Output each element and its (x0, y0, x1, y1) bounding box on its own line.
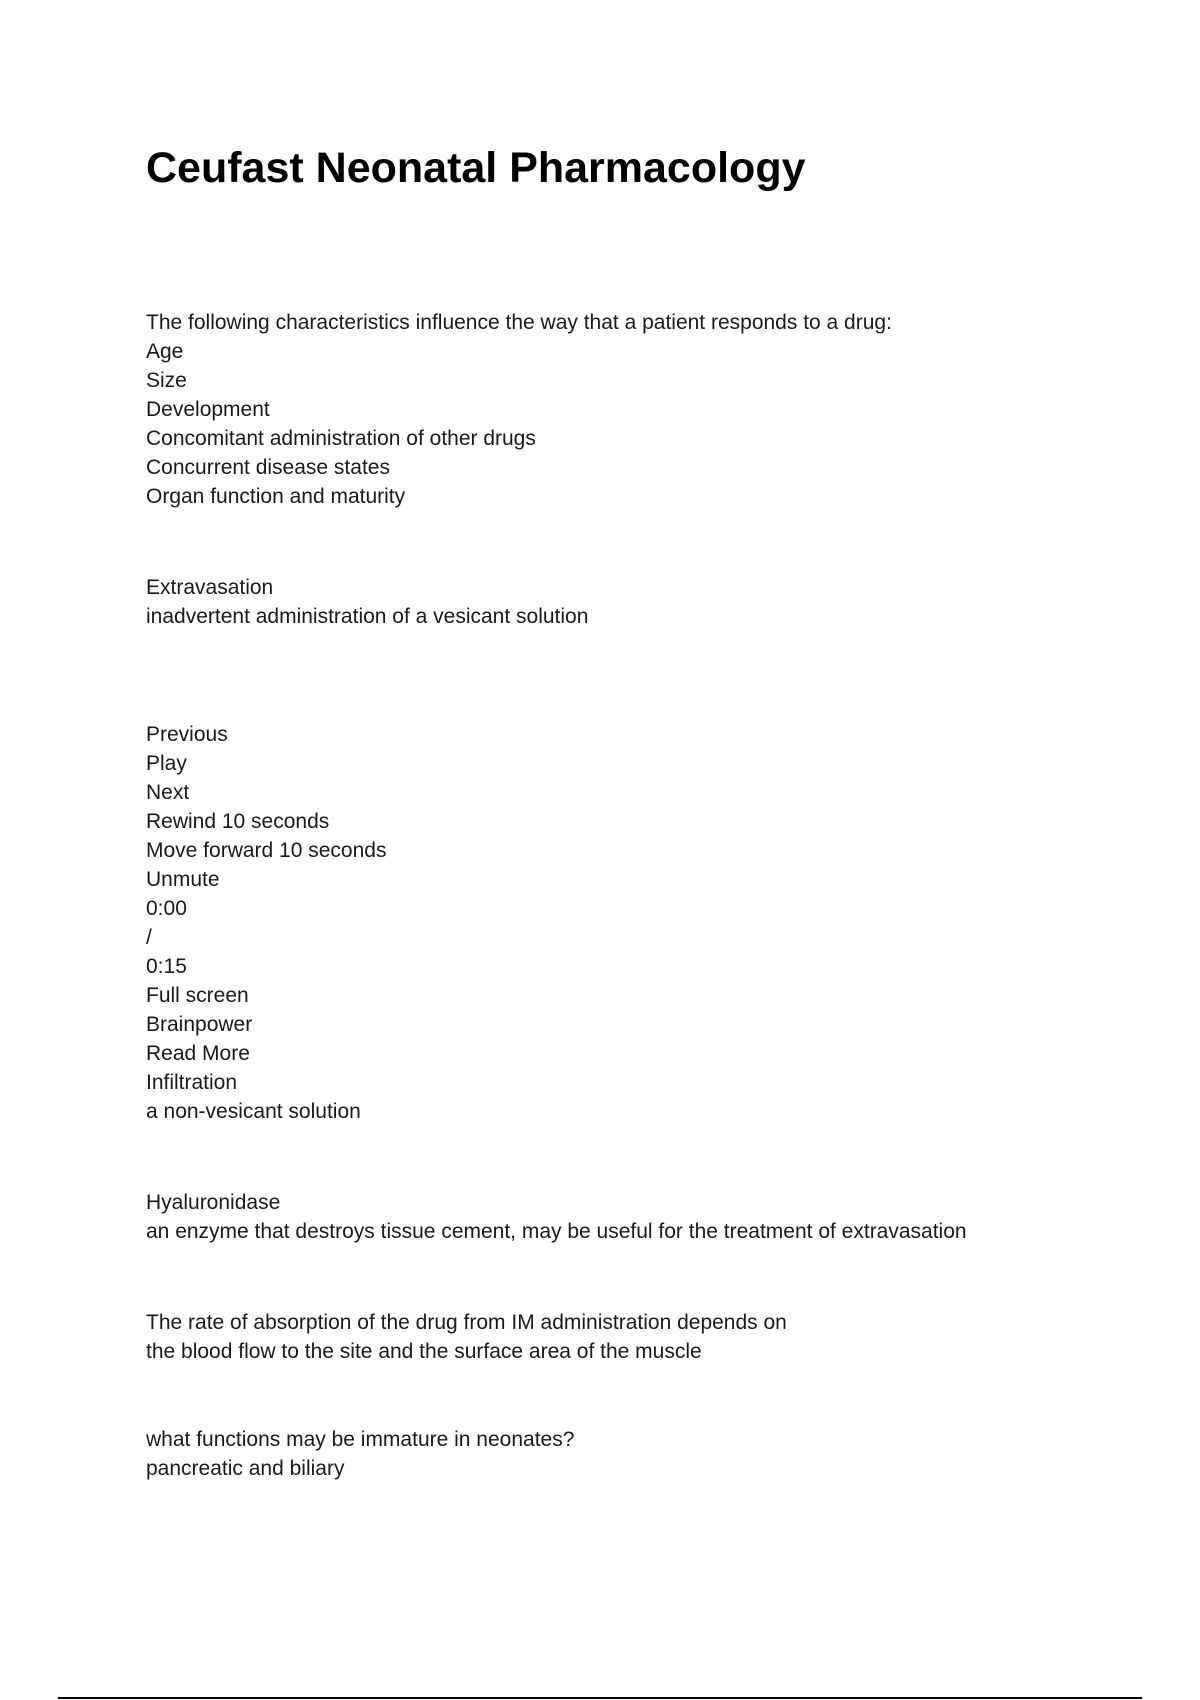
infiltration-term: Infiltration (146, 1071, 238, 1094)
duration: 0:15 (146, 955, 187, 978)
time-separator: / (146, 926, 152, 949)
forward-button[interactable]: Move forward 10 seconds (146, 839, 387, 862)
page-title: Ceufast Neonatal Pharmacology (146, 144, 806, 192)
list-item: Concomitant administration of other drugs (146, 427, 536, 450)
list-item: Concurrent disease states (146, 456, 390, 479)
list-item: Age (146, 340, 184, 363)
current-time: 0:00 (146, 897, 187, 920)
list-item: Organ function and maturity (146, 485, 406, 508)
rewind-button[interactable]: Rewind 10 seconds (146, 810, 330, 833)
hyaluronidase-term: Hyaluronidase (146, 1191, 281, 1214)
immature-answer: pancreatic and biliary (146, 1457, 345, 1480)
absorption-question: The rate of absorption of the drug from IM administration depends on (146, 1311, 787, 1334)
footer-divider (58, 1697, 1142, 1699)
list-item: Development (146, 398, 270, 421)
full-screen-button[interactable]: Full screen (146, 984, 249, 1007)
play-button[interactable]: Play (146, 752, 187, 775)
previous-button[interactable]: Previous (146, 723, 228, 746)
unmute-button[interactable]: Unmute (146, 868, 220, 891)
characteristics-intro: The following characteristics influence the way that a patient responds to a drug: (146, 311, 892, 334)
brainpower-brand[interactable]: Brainpower (146, 1013, 253, 1036)
next-button[interactable]: Next (146, 781, 190, 804)
list-item: Size (146, 369, 187, 392)
absorption-answer: the blood flow to the site and the surface area of the muscle (146, 1340, 702, 1363)
characteristics-section (146, 308, 892, 511)
extravasation-definition: inadvertent administration of a vesicant solution (146, 605, 589, 628)
infiltration-definition: a non-vesicant solution (146, 1100, 361, 1123)
hyaluronidase-section (146, 1188, 967, 1246)
extravasation-section (146, 573, 588, 631)
immature-section (146, 1425, 574, 1483)
hyaluronidase-definition: an enzyme that destroys tissue cement, may be useful for the treatment of extravasation (146, 1220, 967, 1243)
immature-question: what functions may be immature in neonates? (146, 1428, 575, 1451)
read-more-link[interactable]: Read More (146, 1042, 250, 1065)
video-player-text (146, 720, 386, 1126)
absorption-section (146, 1308, 787, 1366)
extravasation-term: Extravasation (146, 576, 274, 599)
